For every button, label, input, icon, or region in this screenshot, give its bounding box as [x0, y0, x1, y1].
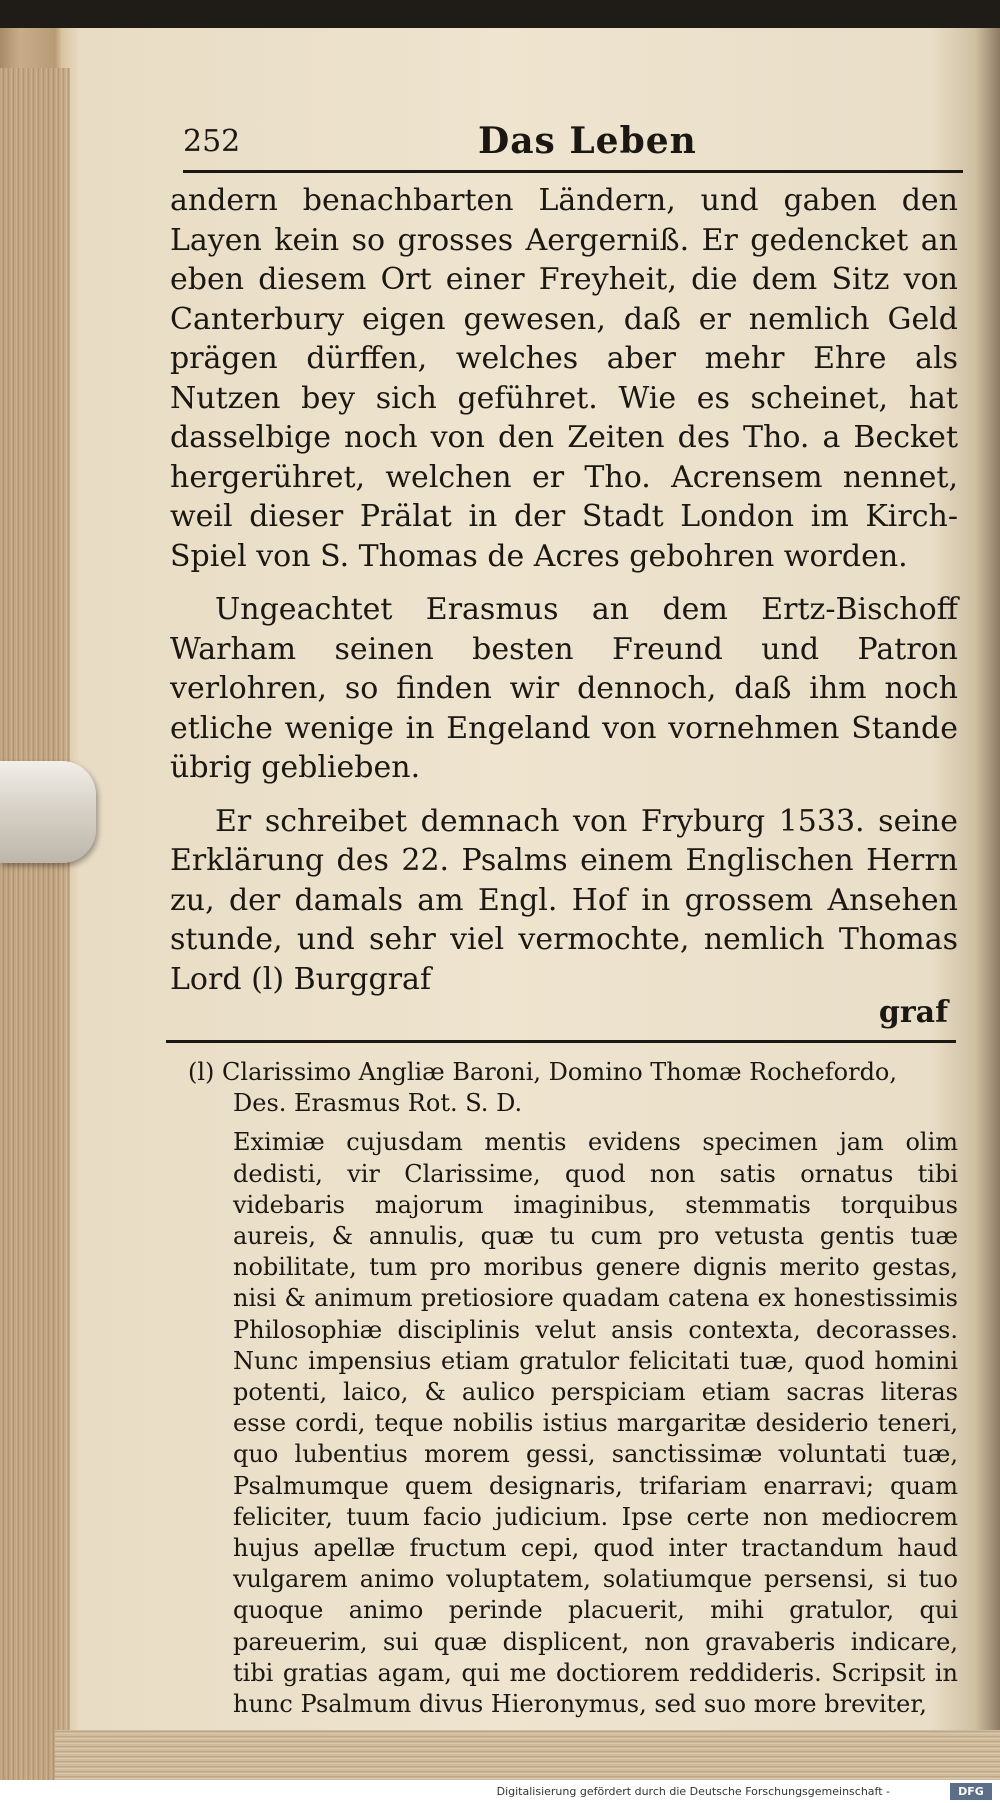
footnote-body: Eximiæ cujusdam mentis evidens specimen jam olim dedisti, vir Clarissime, quod non satis ornatus tibi videbaris majorum imaginibus, stemmatis torquibus aureis, & annulis, quæ tu cum pro vetusta gentis tuæ nobilitate, tum pro moribus genere dignis merito gestas, nisi & animum pretiosiore quadam catena ex honestissimis Philosophiæ disciplinis velut ansis contexta, decorasses. Nunc impensius etiam gratulor felicitati tuæ, quod homini potenti, laico, & aulico perspiciam etiam sacras literas esse cordi, teque nobilis istius margaritæ desiderio teneri, quo lubentius morem gessi, sanctissimæ voluntati tuæ, Psalmumque quem designaris, trifariam enarravi; quam feliciter, tuum facio judicium. Ipse certe non mediocrem hujus apellæ fructum cepi, quod inter tractandum haud vulgarem animo voluptatem, solatiumque persensi, si tuo quoque animo perinde placuerit, mihi gratulor, qui pareuerim, sui quæ displicent, non gravaberis indicare, tibi gratias agam, qui me doctiorem reddideris. Scripsit in hunc Psalmum divus Hieronymus, sed suo more breviter, [233, 1128, 958, 1719]
running-head: Das Leben [478, 120, 697, 162]
digitization-note: Digitalisierung gefördert durch die Deutsche Forschungsgemeinschaft - [0, 1780, 1000, 1803]
main-text [170, 181, 958, 999]
footnote-heading: (l) Clarissimo Angliæ Baroni, Domino Thomæ Rochefordo, Des. Erasmus Rot. S. D. [188, 1058, 898, 1118]
page-edges [0, 68, 70, 1780]
catchword: graf [878, 995, 948, 1030]
page-header [158, 120, 958, 170]
paragraph-1: andern benachbarten Ländern, und gaben den Layen kein so grosses Aergerniß. Er gedencket an eben diesem Ort einer Freyheit, die dem Sitz von Canterbury eigen gewesen, daß er nemlich Geld prägen dürffen, welches aber mehr Ehre als Nutzen bey sich geführet. Wie es scheinet, hat dasselbige noch von den Zeiten des Tho. a Becket hergerühret, welchen er Tho. Acrensem nennet, weil dieser Prälat in der Stadt London im Kirch-Spiel von S. Thomas de Acres gebohren worden. [170, 183, 958, 574]
footnote-rule [166, 1040, 956, 1043]
paragraph-3: Er schreibet demnach von Fryburg 1533. seine Erklärung des 22. Psalms einem Englischen Herrn zu, der damals am Engl. Hof in grossem Ansehen stunde, und sehr viel vermochte, nemlich Thomas Lord (l) Burggraf [170, 803, 958, 997]
book-page [0, 28, 1000, 1780]
header-rule [183, 170, 963, 173]
page-bottom-edges [55, 1730, 1000, 1780]
page-content [158, 120, 958, 1720]
page-clip [0, 761, 96, 863]
page-number: 252 [183, 124, 241, 159]
footnote [188, 1057, 958, 1720]
paragraph-2: Ungeachtet Erasmus an dem Ertz-Bischoff Warham seinen besten Freund und Patron verlohren, so finden wir dennoch, daß ihm noch etliche wenige in Engeland von vornehmen Stande übrig geblieben. [170, 592, 958, 785]
dfg-logo: DFG [950, 1783, 992, 1800]
